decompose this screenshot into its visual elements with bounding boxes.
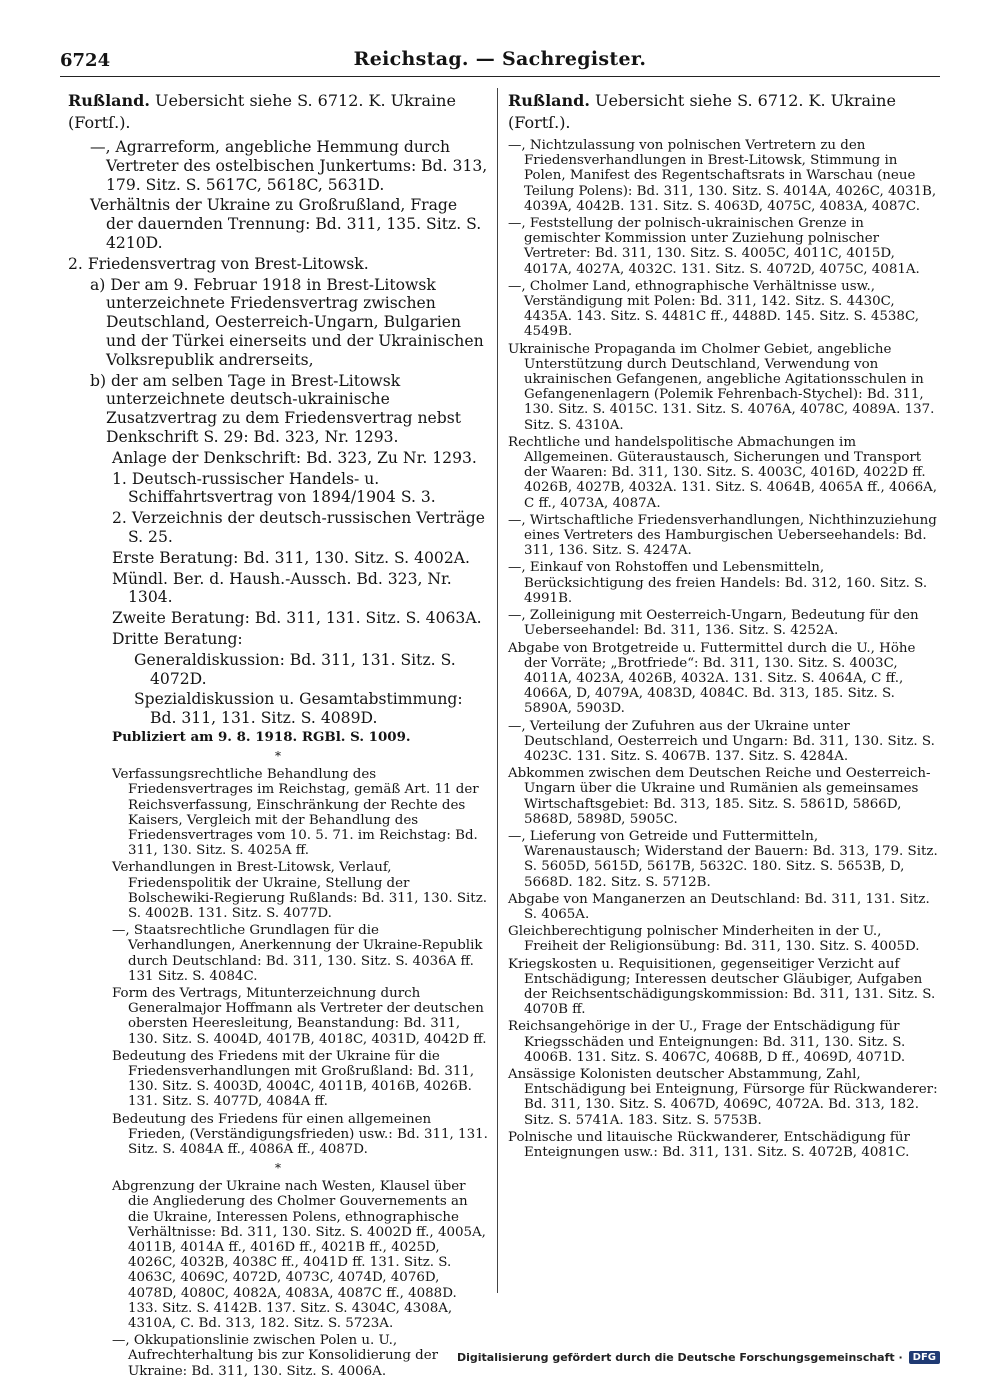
index-entry: Ukrainische Propaganda im Cholmer Gebiet, angebliche Unterstützung durch Deutschland, Verwendung von ukrainischen Gefangenen, angebliche Agitationsschulen in Gefangenenlagern (Polemik Fehrenbach-Stychel): Bd. 311, 130. Sitz. S. 4015C. 131. Sitz. S. 4076A, 4078C, 4089A. 137. Sitz. S. 4310A.: [508, 341, 935, 433]
left-column-heading: [68, 90, 488, 134]
index-entry: —, Agrarreform, angebliche Hemmung durch Vertreter des ostelbischen Junkertums: Bd. 313, 179. Sitz. S. 5617C, 5618C, 5631D.: [90, 138, 488, 194]
right-entries: [508, 138, 938, 1160]
page-number: 6724: [60, 50, 111, 71]
right-heading-keyword: Rußland.: [508, 91, 590, 110]
index-entry: Zweite Beratung: Bd. 311, 131. Sitz. S. 4063A.: [112, 609, 482, 628]
index-entry: Verfassungsrechtliche Behandlung des Friedensvertrages im Reichstag, gemäß Art. 11 der Reichsverfassung, Einschränkung der Rechte des Kaisers, Vergleich mit der Behandlung des Friedensvertrages vom 10. 5. 71. im Reichstag: Bd. 311, 130. Sitz. S. 4025A ff.: [112, 767, 479, 859]
index-entry: 2. Verzeichnis der deutsch-russischen Verträge S. 25.: [112, 509, 485, 546]
index-entry: b) der am selben Tage in Brest-Litowsk unterzeichnete deutsch-ukrainische Zusatzvertrag zu dem Friedensvertrag nebst Denkschrift S. 29: Bd. 323, Nr. 1293.: [90, 371, 461, 446]
index-entry: —, Staatsrechtliche Grundlagen für die Verhandlungen, Anerkennung der Ukraine-Republik durch Deutschland: Bd. 311, 130. Sitz. S. 4036A ff. 131 Sitz. S. 4084C.: [112, 923, 483, 984]
index-entry: Abgabe von Brotgetreide u. Futtermittel durch die U., Höhe der Vorräte; „Brotfriede“: Bd. 311, 130. Sitz. S. 4003C, 4011A, 4023A, 4026B, 4032A. 131. Sitz. S. 4064A, C ff., 4066A, D, 4079A, 4083D, 4084C. Bd. 313, 185. Sitz. S. 5890A, 5903D.: [508, 640, 916, 717]
index-entry: Dritte Beratung:: [112, 629, 243, 648]
left-heading-rest: Uebersicht siehe S. 6712. K. Ukraine (Fortſ.).: [68, 91, 456, 132]
index-entry: a) Der am 9. Februar 1918 in Brest-Litowsk unterzeichnete Friedensvertrag zwischen Deutschland, Oesterreich-Ungarn, Bulgarien und der Türkei einerseits und der Ukrainischen Volksrepublik andrerseits,: [90, 275, 484, 369]
index-entry: Bedeutung des Friedens für einen allgemeinen Frieden, (Verständigungsfrieden) usw.: Bd. 311, 131. Sitz. S. 4084A ff., 4086A ff., 4087D.: [112, 1111, 488, 1157]
index-entry: Bedeutung des Friedens mit der Ukraine für die Friedensverhandlungen mit Großrußland: Bd. 311, 130. Sitz. S. 4003D, 4004C, 4011B, 4016B, 4026B. 131. Sitz. S. 4077D, 4084A ff.: [112, 1048, 475, 1110]
index-entry: —, Feststellung der polnisch-ukrainischen Grenze in gemischter Kommission unter Zuziehung polnischer Vertreter: Bd. 311, 130. Sitz. S. 4005C, 4011C, 4015D, 4017A, 4027A, 4032C. 131. Sitz. S. 4072D, 4075C, 4081A.: [508, 216, 920, 277]
index-entry: Abgrenzung der Ukraine nach Westen, Klausel über die Angliederung des Cholmer Gouvernements an die Ukraine, Interessen Polens, ethnographische Verhältnisse: Bd. 311, 130. Sitz. S. 4002D ff., 4005A, 4011B, 4014A ff., 4016D ff., 4021B ff., 4025D, 4026C, 4032B, 4038C ff., 4041D ff. 131. Sitz. S. 4063C, 4069C, 4072D, 4073C, 4074D, 4076D, 4078D, 4080C, 4082A, 4083A, 4087C ff., 4088D. 133. Sitz. S. 4142B. 137. Sitz. S. 4304C, 4308A, 4310A, C. Bd. 313, 182. Sitz. S. 5723A.: [112, 1179, 486, 1332]
section-separator: *: [275, 1161, 281, 1176]
index-entry: Gleichberechtigung polnischer Minderheiten in der U., Freiheit der Religionsübung: Bd. 311, 130. Sitz. S. 4005D.: [508, 924, 920, 955]
right-column-heading: [508, 90, 938, 134]
index-entry: Publiziert am 9. 8. 1918. RGBl. S. 1009.: [112, 728, 411, 745]
index-entry: Anlage der Denkschrift: Bd. 323, Zu Nr. 1293.: [112, 448, 477, 467]
index-entry: —, Nichtzulassung von polnischen Vertretern zu den Friedensverhandlungen in Brest-Litowsk, Stimmung in Polen, Manifest des Regentschaftsrats in Warschau (neue Teilung Polens): Bd. 311, 130. Sitz. S. 4014A, 4026C, 4031B, 4039A, 4042B. 131. Sitz. S. 4063D, 4075C, 4083A, 4087C.: [508, 138, 937, 214]
footer-text: Digitalisierung gefördert durch die Deutsche Forschungsgemeinschaft ·: [456, 1351, 903, 1364]
index-entry: Mündl. Ber. d. Haush.-Aussch. Bd. 323, Nr. 1304.: [112, 569, 452, 607]
left-heading-keyword: Rußland.: [68, 91, 150, 110]
page-header: [60, 46, 940, 77]
index-entry: Rechtliche und handelspolitische Abmachungen im Allgemeinen. Güteraustausch, Sicherungen und Transport der Waaren: Bd. 311, 130. Sitz. S. 4003C, 4016D, 4022D ff. 4026B, 4027B, 4032A. 131. Sitz. S. 4064B, 4065A ff., 4066A, C ff., 4073A, 4087A.: [508, 434, 938, 511]
index-entry: 2. Friedensvertrag von Brest-Litowsk.: [68, 254, 369, 273]
column-divider: [497, 88, 498, 1293]
index-entry: —, Zolleinigung mit Oesterreich-Ungarn, Bedeutung für den Ueberseehandel: Bd. 311, 136. Sitz. S. 4252A.: [508, 608, 919, 639]
index-entry: —, Cholmer Land, ethnographische Verhältnisse usw., Verständigung mit Polen: Bd. 311, 142. Sitz. S. 4430C, 4435A. 143. Sitz. S. 4481C ff., 4488D. 145. Sitz. S. 4538C, 4549B.: [508, 278, 919, 340]
footer-credit: [457, 1351, 940, 1364]
index-entry: —, Lieferung von Getreide und Futtermitteln, Warenaustausch; Widerstand der Bauern: Bd. 313, 179. Sitz. S. 5605D, 5615D, 5617B, 5632C. 180. Sitz. S. 5653B, D, 5668D. 182. Sitz. S. 5712B.: [508, 828, 938, 890]
right-column: [508, 90, 938, 1283]
index-entry: Kriegskosten u. Requisitionen, gegenseitiger Verzicht auf Entschädigung; Interessen deutscher Gläubiger, Aufgaben der Reichsentschädigungskommission: Bd. 311, 131. Sitz. S. 4070B ff.: [508, 956, 936, 1018]
index-entry: Abkommen zwischen dem Deutschen Reiche und Oesterreich-Ungarn über die Ukraine und Rumänien als gemeinsames Wirtschaftsgebiet: Bd. 313, 185. Sitz. S. 5861D, 5866D, 5868D, 5898D, 5905C.: [508, 766, 931, 827]
index-entry: Generaldiskussion: Bd. 311, 131. Sitz. S. 4072D.: [134, 650, 456, 688]
index-entry: Ansässige Kolonisten deutscher Abstammung, Zahl, Entschädigung bei Enteignung, Fürsorge für Rückwanderer: Bd. 311, 130. Sitz. S. 4067D, 4069C, 4072A. Bd. 313, 182. Sitz. S. 5741A. 183. Sitz. S. 5753B.: [508, 1066, 938, 1128]
running-title: Reichstag. — Sachregister.: [353, 48, 647, 70]
right-heading-rest: Uebersicht siehe S. 6712. K. Ukraine (Fortſ.).: [508, 91, 896, 132]
index-entry: —, Okkupationslinie zwischen Polen u. U., Aufrechterhaltung bis zur Konsolidierung der Ukraine: Bd. 311, 130. Sitz. S. 4006A.: [112, 1333, 439, 1379]
index-entry: —, Verteilung der Zufuhren aus der Ukraine unter Deutschland, Oesterreich und Ungarn: Bd. 311, 130. Sitz. S. 4023C. 131. Sitz. S. 4067B. 137. Sitz. S. 4284A.: [508, 718, 935, 764]
index-entry: Reichsangehörige in der U., Frage der Entschädigung für Kriegsschäden und Enteignungen: Bd. 311, 130. Sitz. S. 4006B. 131. Sitz. S. 4067C, 4068B, D ff., 4069D, 4071D.: [508, 1019, 906, 1065]
section-separator: *: [275, 749, 281, 764]
left-column: [68, 90, 488, 1379]
index-entry: —, Wirtschaftliche Friedensverhandlungen, Nichthinzuziehung eines Vertreters des Hamburgischen Ueberseehandels: Bd. 311, 136. Sitz. S. 4247A.: [508, 512, 937, 559]
left-entries: [68, 138, 488, 1379]
index-entry: Abgabe von Manganerzen an Deutschland: Bd. 311, 131. Sitz. S. 4065A.: [508, 891, 930, 922]
index-entry: Verhältnis der Ukraine zu Großrußland, Frage der dauernden Trennung: Bd. 311, 135. Sitz. S. 4210D.: [90, 196, 482, 252]
index-entry: Spezialdiskussion u. Gesamtabstimmung: Bd. 311, 131. Sitz. S. 4089D.: [134, 690, 463, 728]
index-entry: Erste Beratung: Bd. 311, 130. Sitz. S. 4002A.: [112, 548, 470, 567]
dfg-logo[interactable]: DFG: [909, 1351, 940, 1364]
index-entry: 1. Deutsch-russischer Handels- u. Schiffahrtsvertrag von 1894/1904 S. 3.: [112, 469, 436, 507]
index-entry: Verhandlungen in Brest-Litowsk, Verlauf, Friedenspolitik der Ukraine, Stellung der Bolschewiki-Regierung Rußlands: Bd. 311, 130. Sitz. S. 4002B. 131. Sitz. S. 4077D.: [112, 860, 488, 921]
index-entry: Form des Vertrags, Mitunterzeichnung durch Generalmajor Hoffmann als Vertreter der deutschen obersten Heeresleitung, Beanstandung: Bd. 311, 130. Sitz. S. 4004D, 4017B, 4018C, 4031D, 4042D ff.: [112, 985, 487, 1047]
index-entry: Polnische und litauische Rückwanderer, Entschädigung für Enteignungen usw.: Bd. 311, 131. Sitz. S. 4072B, 4081C.: [508, 1129, 910, 1160]
index-entry: —, Einkauf von Rohstoffen und Lebensmitteln, Berücksichtigung des freien Handels: Bd. 312, 160. Sitz. S. 4991B.: [508, 560, 928, 606]
